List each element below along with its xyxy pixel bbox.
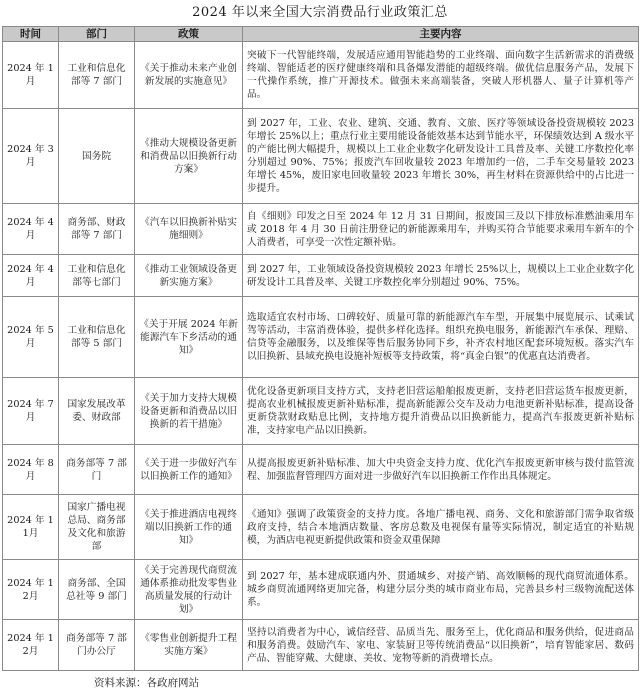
content-cell: 坚持以消费者为中心，诚信经营、品质当先、服务至上，优化商品和服务供给，促进商品和服务消费。鼓励汽车、家电、家装厨卫等传统消费品“以旧换新”，培育智能家居、数码产品、智能穿戴、大健康、美妆、宠物等新的消费增长点。 [243, 620, 639, 671]
department-cell: 商务部等 7 部门 [59, 445, 135, 495]
time-cell: 2024 年 5月 [3, 297, 59, 378]
content-cell: 自《细则》印发之日至 2024 年 12 月 31 日期间，报废国三及以下排放标准燃油乘用车或 2018 年 4 月 30 日前注册登记的新能源乘用车，并购买符合节能要求乘用车新车的个人消费者，可享受一次性定额补贴。 [243, 204, 639, 255]
department-cell: 工业和信息化部等七部门 [59, 255, 135, 297]
policy-cell: 《关于完善现代商贸流通体系推动批发零售业高质量发展的行动计划》 [135, 560, 243, 620]
policy-cell: 《零售业创新提升工程实施方案》 [135, 620, 243, 671]
department-cell: 工业和信息化部等 7 部门 [59, 42, 135, 109]
table-row [3, 378, 639, 445]
table-row [3, 495, 639, 560]
department-cell: 国家发展改革委、财政部 [59, 378, 135, 445]
time-cell: 2024 年 4月 [3, 255, 59, 297]
content-cell: 突破下一代智能终端，发展适应通用智能趋势的工业终端、面向数字生活新需求的消费级终端、智能适老的医疗健康终端和具备爆发潜能的超级终端。做优信息服务产品，发展下一代操作系统，推广开源技术。做强未来高端装备，突破人形机器人、量子计算机等产品。 [243, 42, 639, 109]
department-cell: 商务部等 7 部门办公厅 [59, 620, 135, 671]
time-cell: 2024 年 11月 [3, 495, 59, 560]
content-cell: 到 2027 年，工业、农业、建筑、交通、教育、文旅、医疗等领域设备投资规模较 2023 年增长 25%以上；重点行业主要用能设备能效基本达到节能水平，环保绩效达到 A 级水平的产能比例大幅提升，规模以上工业企业数字化研发设计工具普及率、关键工序数控化率分别超过 90%、75%；报废汽车回收量较 2023 年增加约一倍，二手车交易量较 2023 年增长 45%，废旧家电回收量较 2023 年增长 30%，再生材料在资源供给中的占比进一步提升。 [243, 109, 639, 204]
time-cell: 2024 年 12月 [3, 560, 59, 620]
content-cell: 从提高报废更新补贴标准、加大中央资金支持力度、优化汽车报废更新审核与拨付监管流程、加强监督管理四方面对进一步做好汽车以旧换新工作作出具体规定。 [243, 445, 639, 495]
policy-cell: 《关于进一步做好汽车以旧换新工作的通知》 [135, 445, 243, 495]
table-title: 2024 年以来全国大宗消费品行业政策汇总 [192, 5, 448, 20]
table-row [3, 560, 639, 620]
table-row [3, 255, 639, 297]
table-row [3, 620, 639, 671]
policy-cell: 《关于开展 2024 年新能源汽车下乡活动的通知》 [135, 297, 243, 378]
table-row [3, 204, 639, 255]
content-cell: 选取适宜农村市场、口碑较好、质量可靠的新能源汽车车型，开展集中展览展示、试乘试驾等活动，丰富消费体验，提供多样化选择。组织充换电服务，新能源汽车承保、理赔、信贷等金融服务，以及维保等售后服务协同下乡，补齐农村地区配套环境短板。落实汽车以旧换新、县域充换电设施补短板等支持政策，将“真金白银”的优惠直达消费者。 [243, 297, 639, 378]
policy-table [2, 26, 639, 671]
table-row [3, 109, 639, 204]
header-content: 主要内容 [243, 27, 639, 42]
content-cell: 到 2027 年，工业领域设备投资规模较 2023 年增长 25%以上，规模以上工业企业数字化研发设计工具普及率、关键工序数控化率分别超过 90%、75%。 [243, 255, 639, 297]
policy-cell: 《汽车以旧换新补贴实施细则》 [135, 204, 243, 255]
table-header [3, 27, 639, 42]
policy-cell: 《推动工业领域设备更新实施方案》 [135, 255, 243, 297]
policy-cell: 《关于推动未来产业创新发展的实施意见》 [135, 42, 243, 109]
department-cell: 国务院 [59, 109, 135, 204]
department-cell: 工业和信息化部等 5 部门 [59, 297, 135, 378]
table-body [3, 42, 639, 671]
department-cell: 商务部、财政部等 7 部门 [59, 204, 135, 255]
header-policy: 政策 [135, 27, 243, 42]
table-row [3, 42, 639, 109]
content-cell: 优化设备更新项目支持方式，支持老旧营运船舶报废更新，支持老旧营运货车报废更新，提高农业机械报废更新补贴标准，提高新能源公交车及动力电池更新补贴标准，提高设备更新贷款财政贴息比例，支持地方提升消费品以旧换新能力，提高汽车报废更新补贴标准，支持家电产品以旧换新。 [243, 378, 639, 445]
content-cell: 《通知》强调了政策资金的支持力度。各地广播电视、商务、文化和旅游部门需争取省级政府支持，结合本地酒店数量、客房总数及电视保有量等实际情况，制定适宜的补贴规模，为酒店电视更新提供政策和资金双重保障 [243, 495, 639, 560]
header-time: 时间 [3, 27, 59, 42]
header-department: 部门 [59, 27, 135, 42]
time-cell: 2024 年 12月 [3, 620, 59, 671]
time-cell: 2024 年 7月 [3, 378, 59, 445]
table-row [3, 297, 639, 378]
time-cell: 2024 年 8月 [3, 445, 59, 495]
time-cell: 2024 年 3月 [3, 109, 59, 204]
header-row [3, 27, 639, 42]
policy-cell: 《关于加力支持大规模设备更新和消费品以旧换新的若干措施》 [135, 378, 243, 445]
content-cell: 到 2027 年，基本建成联通内外、贯通城乡、对接产销、高效顺畅的现代商贸流通体系。城乡商贸流通网络更加完备，构建分层分类的城市商业布局，完善县乡村三级物流配送体系。 [243, 560, 639, 620]
department-cell: 商务部、全国总社等 9 部门 [59, 560, 135, 620]
time-cell: 2024 年 1月 [3, 42, 59, 109]
department-cell: 国家广播电视总局、商务部及文化和旅游部 [59, 495, 135, 560]
table-row [3, 445, 639, 495]
source-note: 资料来源：各政府网站 [94, 677, 199, 689]
policy-cell: 《关于推进酒店电视终端以旧换新工作的通知》 [135, 495, 243, 560]
time-cell: 2024 年 4月 [3, 204, 59, 255]
policy-cell: 《推动大规模设备更新和消费品以旧换新行动方案》 [135, 109, 243, 204]
